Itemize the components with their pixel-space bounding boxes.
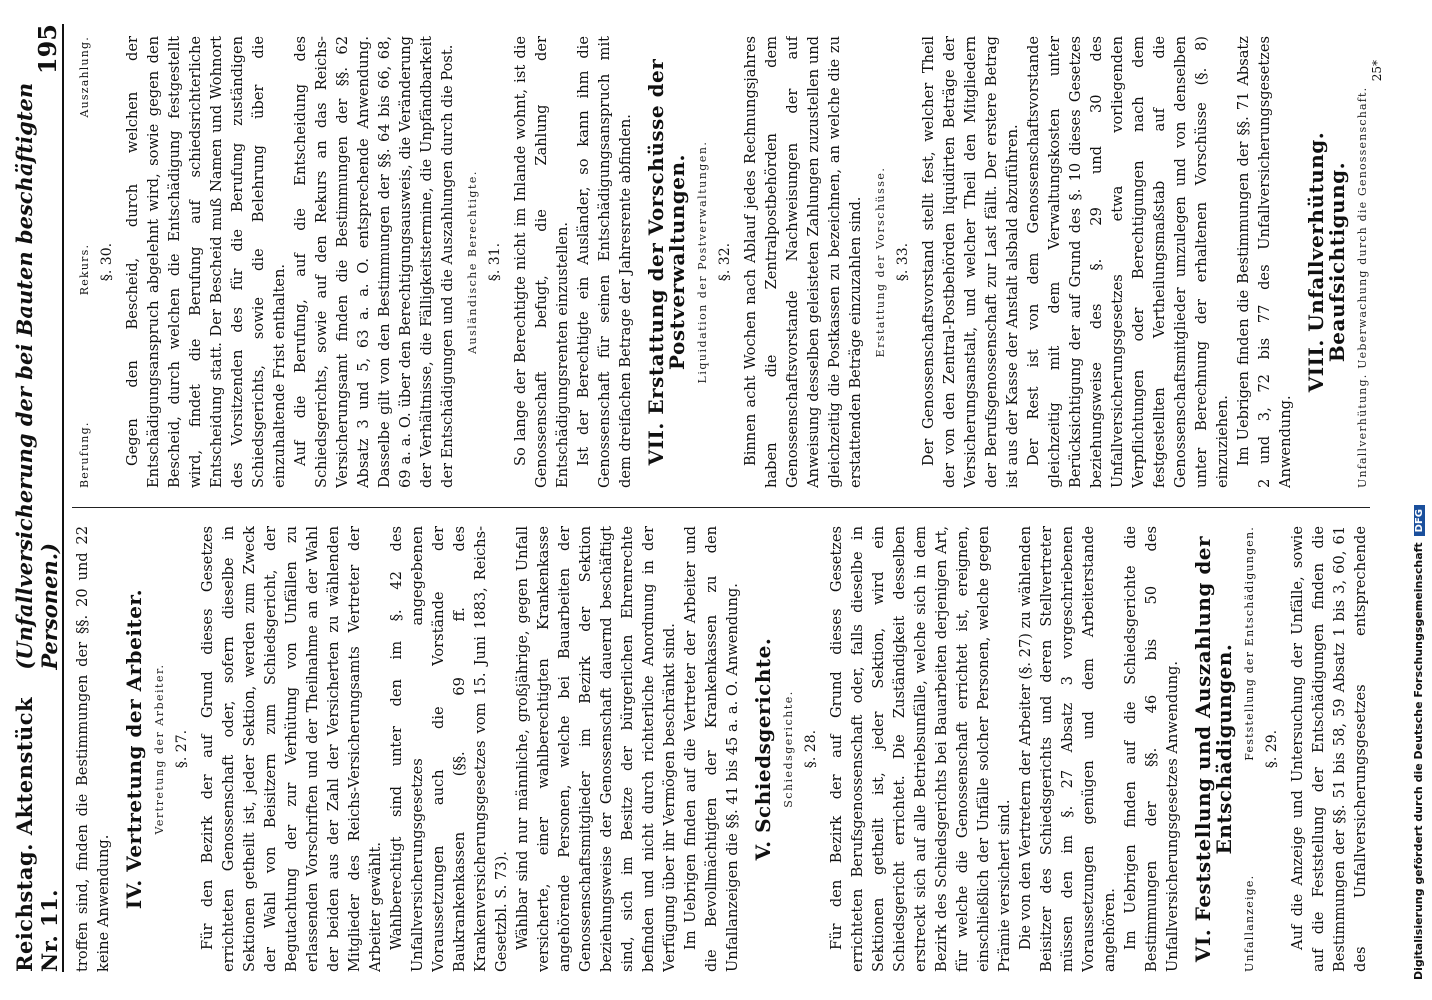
intro-text: troffen sind, finden die Bestimmungen der §§. 20 und 22 keine Anwendung. (74, 526, 112, 972)
subtitle-auszahlung: Auszahlung. (78, 36, 91, 118)
paragraph-27: §. 27. (174, 729, 190, 769)
para-28-text-2: Die von den Vertretern der Arbeiter (§. 27) zu wählenden Beisitzer des Schiedsgerichts und deren Stellvertreter müssen den im §. 27 Absatz 3 vorgeschriebenen Voraussetzungen genügen und dem Arbeiterstande angehören. (1017, 526, 1118, 972)
section-4-subtitle: Vertretung der Arbeiter. (153, 663, 166, 835)
para-27-text-3: Wählbar sind nur männliche, großjährige, gegen Unfall versicherte, einer wahlberechtigten Krankenkasse angehörende Personen, welche bei Bauarbeiten der Genossenschaftsmitglieder im Bezirk der Sektion beziehungsweise der Genossenschaft dauernd beschäftigt sind, sich im Besitze der bürgerlichen Ehrenrechte befinden und nicht durch richterliche Anordnung in der Verfügung über ihr Vermögen beschränkt sind. (514, 526, 678, 972)
page-number: 195 (33, 24, 62, 75)
paragraph-29: §. 29. (1264, 729, 1280, 769)
para-27-text-4: Im Uebrigen finden auf die Vertreter der Arbeiter und die Bevollmächtigten der Krankenkassen zu den Unfallanzeigen die §§. 41 bis 45 a. a. O. Anwendung. (682, 526, 741, 972)
paragraph-31: §. 31. (487, 242, 503, 282)
digitization-note (1408, 0, 1432, 1000)
para-30-text-2: Auf die Berufung, auf die Entscheidung des Schiedsgerichts, sowie auf den Rekurs an das Reichs-Versicherungsamt finden die Bestimmungen der §§. 62 Absatz 3 und 5, 63 a. a. O. entsprechende Anwendung. Dasselbe gilt von den Bestimmungen der §§. 64 bis 66, 68, 69 a. a. O. über den Berechtigungsausweis, die Veränderung der Verhältnisse, die Fälligkeitstermine, die Unpfändbarkeit der Entschädigungen und die Auszahlungen durch die Post. (292, 36, 456, 488)
dfg-logo: DFG (1414, 505, 1425, 536)
para-29-text-1: Auf die Anzeige und Untersuchung der Unfälle, sowie auf die Feststellung der Entschädigungen finden die Bestimmungen der §§. 51 bis 58, 59 Absatz 1 bis 3, 60, 61 des Unfallversicherungsgesetzes entsprechende (1289, 526, 1369, 972)
section-5-title: V. Schiedsgerichte. (751, 637, 775, 861)
signature-number: 25* (1370, 60, 1384, 82)
section-5-subtitle: Schiedsgerichte. (782, 690, 795, 808)
section-8-title: VIII. Unfallverhütung. Beaufsichtigung. (1304, 131, 1349, 393)
header-left: Reichstag. Aktenstück Nr. 11. (12, 696, 62, 972)
paragraph-28: §. 28. (803, 729, 819, 769)
para-31-text-1: So lange der Berechtigte nicht im Inlande wohnt, ist die Genossenschaft befugt, die Zahlung der Entschädigungsrenten einzustellen. (512, 36, 571, 488)
column-divider (72, 507, 1370, 508)
para-27-text-2: Wahlberechtigt sind unter den im §. 42 des Unfallversicherungsgesetzes angegebenen Voraussetzungen auch die Vorstände der Baukrankenkassen (§§. 69 ff. des Krankenversicherungsgesetzes vom 15. Juni 1883, Reichs-Gesetzbl. S. 73). (388, 526, 510, 972)
paragraph-33-subtitle: Erstattung der Vorschüsse. (874, 166, 887, 358)
para-33-text-2: Der Rest ist von dem Genossenschaftsvorstande gleichzeitig mit dem Verwaltungskosten unter Berücksichtigung der auf Grund des §. 10 dieses Gesetzes beziehungsweise des §. 29 und 30 des Unfallversicherungsgesetzes etwa vorliegenden Verpflichtungen oder Berechtigungen nach dem festgestellten Vertheilungsmaßstab auf die Genossenschaftsmitglieder umzulegen und von denselben unter Berechnung der erhaltenen Vorschüsse (§. 8) einzuziehen. (1025, 36, 1231, 488)
left-column (72, 526, 1370, 972)
subtitle-berufung: Berufung. (78, 421, 91, 488)
paragraph-33: §. 33. (895, 242, 911, 282)
section-6-subtitle-right: Feststellung der Entschädigungen. (1243, 526, 1256, 761)
right-column (72, 36, 1370, 488)
para-32-text-1: Binnen acht Wochen nach Ablauf jedes Rechnungsjahres haben die Zentralpostbehörden dem Genossenschaftsvorstande Nachweisungen der auf Anweisung desselben geleisteten Zahlungen zuzustellen und gleichzeitig die Postkassen zu bezeichnen, an welche die zu erstattenden Beträge einzuzahlen sind. (742, 36, 864, 488)
header-title: (Unfallversicherung der bei Bauten beschäftigten Personen.) (12, 82, 62, 670)
subtitle-rekurs: Rekurs. (78, 243, 91, 296)
para-33-text-3: Im Uebrigen finden die Bestimmungen der §§. 71 Absatz 2 und 3, 72 bis 77 des Unfallversicherungsgesetzes Anwendung. (1235, 36, 1294, 488)
para-27-text-1: Für den Bezirk der auf Grund dieses Gesetzes errichteten Genossenschaft oder, sofern dieselbe in Sektionen getheilt ist, jeder Sektion, werden zum Zweck der Wahl von Beisitzern zum Schiedsgericht, der Begutachtung der zur Verhütung von Unfällen zu erlassenden Vorschriften und der Theilnahme an der Wahl der beiden aus der Zahl der Versicherten zu wählenden Mitglieder des Reichs-Versicherungsamts Vertreter der Arbeiter gewählt. (199, 526, 384, 972)
section-6-subtitles (1239, 526, 1260, 972)
para-30-text-1: Gegen den Bescheid, durch welchen der Entschädigungsanspruch abgelehnt wird, sowie gegen den Bescheid, durch welchen die Entschädigung festgestellt wird, findet die Berufung auf schiedsrichterliche Entscheidung statt. Der Bescheid muß Namen und Wohnort des Vorsitzenden des für die Berufung zuständigen Schiedsgerichts, sowie die Belehrung über die einzuhaltende Frist enthalten. (124, 36, 288, 488)
page-header (12, 24, 64, 972)
section-4-title: IV. Vertretung der Arbeiter. (122, 588, 146, 910)
paragraph-30-subtitles (74, 36, 95, 488)
section-7-title: VII. Erstattung der Vorschüsse der Postverwaltungen. (644, 58, 689, 466)
paragraph-30: §. 30. (99, 242, 115, 282)
para-33-text-1: Der Genossenschaftsvorstand stellt fest, welcher Theil der von den Zentral-Postbehörden liquidirten Beträge der Versicherungsanstalt, und welcher Theil den Mitgliedern der Berufsgenossenschaft zur Last fällt. Der erstere Betrag ist aus der Kasse der Anstalt alsbald abzuführen. (920, 36, 1021, 488)
digitization-text: Digitalisierung gefördert durch die Deutsche Forschungsgemeinschaft (1412, 542, 1425, 980)
section-8-subtitle: Unfallverhütung. Ueberwachung durch die Genossenschaft. (1356, 86, 1369, 488)
digitization-text-wrapper (1412, 505, 1425, 980)
section-6-title: VI. Feststellung und Auszahlung der Entschädigungen. (1191, 535, 1236, 963)
section-6-subtitle-left: Unfallanzeige. (1243, 874, 1256, 972)
para-31-text-2: Ist der Berechtigte ein Ausländer, so kann ihm die Genossenschaft für seinen Entschädigungsanspruch mit dem dreifachen Betrage der Jahresrente abfinden. (575, 36, 634, 488)
paragraph-32: §. 32. (717, 242, 733, 282)
section-7-subtitle: Liquidation der Postverwaltungen. (696, 140, 709, 384)
para-28-text-1: Für den Bezirk der auf Grund dieses Gesetzes errichteten Berufsgenossenschaft oder, falls dieselbe in Sektionen getheilt ist, jeder Sektion, wird ein Schiedsgericht errichtet. Die Zuständigkeit desselben erstreckt sich auf alle Betriebsunfälle, welche sich in dem Bezirk des Schiedsgerichts bei Bauarbeiten derjenigen Art, für welche die Genossenschaft errichtet ist, ereignen, einschließlich der Unfälle solcher Personen, welche gegen Prämie versichert sind. (828, 526, 1013, 972)
para-28-text-3: Im Uebrigen finden auf die Schiedsgerichte die Bestimmungen der §§. 46 bis 50 des Unfallversicherungsgesetzes Anwendung. (1122, 526, 1181, 972)
paragraph-31-subtitle: Ausländische Berechtigte. (466, 170, 479, 354)
